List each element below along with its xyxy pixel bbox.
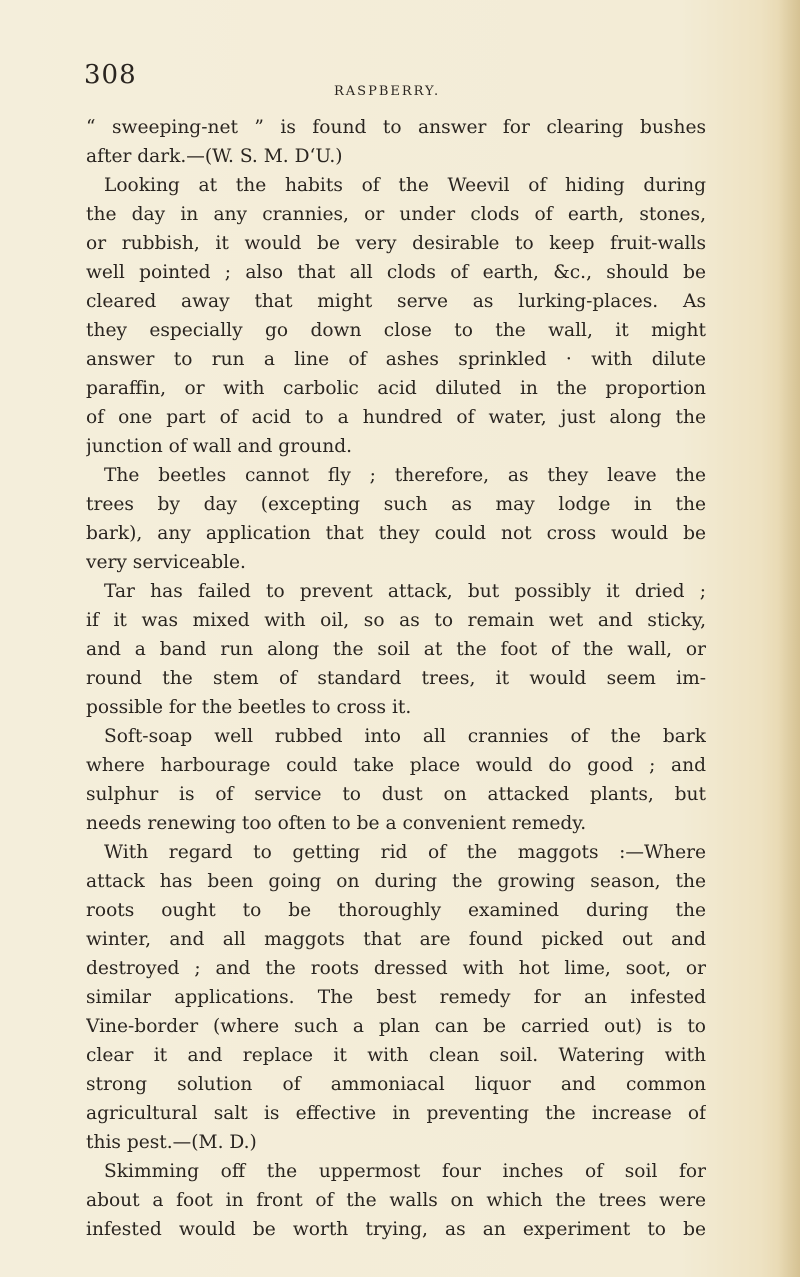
text-line: or rubbish, it would be very desirable to keep fruit-walls bbox=[86, 233, 706, 254]
text-line: cleared away that might serve as lurking-places. As bbox=[86, 291, 706, 312]
text-line: similar applications. The best remedy for an infested bbox=[86, 987, 706, 1008]
page-header bbox=[84, 60, 704, 99]
text-line: winter, and all maggots that are found picked out and bbox=[86, 929, 706, 950]
running-head: RASPBERRY. bbox=[334, 84, 441, 99]
text-line: paraffin, or with carbolic acid diluted in the proportion bbox=[86, 378, 706, 399]
text-line: attack has been going on during the growing season, the bbox=[86, 871, 706, 892]
text-line: infested would be worth trying, as an experiment to be bbox=[86, 1219, 706, 1240]
text-line: about a foot in front of the walls on which the trees were bbox=[86, 1190, 706, 1211]
text-line: Skimming off the uppermost four inches of soil for bbox=[104, 1161, 706, 1182]
text-line: agricultural salt is effective in preventing the increase of bbox=[86, 1103, 706, 1124]
text-line: very serviceable. bbox=[86, 552, 246, 573]
text-line: The beetles cannot fly ; therefore, as they leave the bbox=[104, 465, 706, 486]
text-line: sulphur is of service to dust on attacked plants, but bbox=[86, 784, 706, 805]
text-line: of one part of acid to a hundred of water, just along the bbox=[86, 407, 706, 428]
text-line: they especially go down close to the wall, it might bbox=[86, 320, 706, 341]
text-line: the day in any crannies, or under clods of earth, stones, bbox=[86, 204, 706, 225]
text-line: junction of wall and ground. bbox=[86, 436, 353, 457]
text-line: “ sweeping-net ” is found to answer for clearing bushes bbox=[86, 117, 706, 138]
body-text bbox=[86, 113, 706, 1244]
text-line: roots ought to be thoroughly examined during the bbox=[86, 900, 706, 921]
text-line: answer to run a line of ashes sprinkled · with dilute bbox=[86, 349, 706, 370]
text-line: Vine-border (where such a plan can be carried out) is to bbox=[86, 1016, 706, 1037]
text-line: Soft-soap well rubbed into all crannies of the bark bbox=[104, 726, 706, 747]
text-line: possible for the beetles to cross it. bbox=[86, 697, 412, 718]
text-line: destroyed ; and the roots dressed with hot lime, soot, or bbox=[86, 958, 706, 979]
text-line: if it was mixed with oil, so as to remain wet and sticky, bbox=[86, 610, 706, 631]
page-edge-shading bbox=[778, 0, 800, 1277]
text-line: bark), any application that they could not cross would be bbox=[86, 523, 706, 544]
text-line: Looking at the habits of the Weevil of hiding during bbox=[104, 175, 706, 196]
text-line: and a band run along the soil at the foot of the wall, or bbox=[86, 639, 706, 660]
text-line: Tar has failed to prevent attack, but possibly it dried ; bbox=[104, 581, 706, 602]
text-line: after dark.—(W. S. M. D‘U.) bbox=[86, 146, 343, 167]
text-line: where harbourage could take place would do good ; and bbox=[86, 755, 706, 776]
text-line: well pointed ; also that all clods of earth, &c., should be bbox=[86, 262, 706, 283]
text-line: needs renewing too often to be a convenient remedy. bbox=[86, 813, 587, 834]
page-number: 308 bbox=[84, 60, 137, 90]
text-line: clear it and replace it with clean soil. Watering with bbox=[86, 1045, 706, 1066]
text-line: trees by day (excepting such as may lodge in the bbox=[86, 494, 706, 515]
text-line: With regard to getting rid of the maggots :—Where bbox=[104, 842, 706, 863]
text-line: this pest.—(M. D.) bbox=[86, 1132, 257, 1153]
text-line: round the stem of standard trees, it would seem im- bbox=[86, 668, 706, 689]
text-line: strong solution of ammoniacal liquor and common bbox=[86, 1074, 706, 1095]
